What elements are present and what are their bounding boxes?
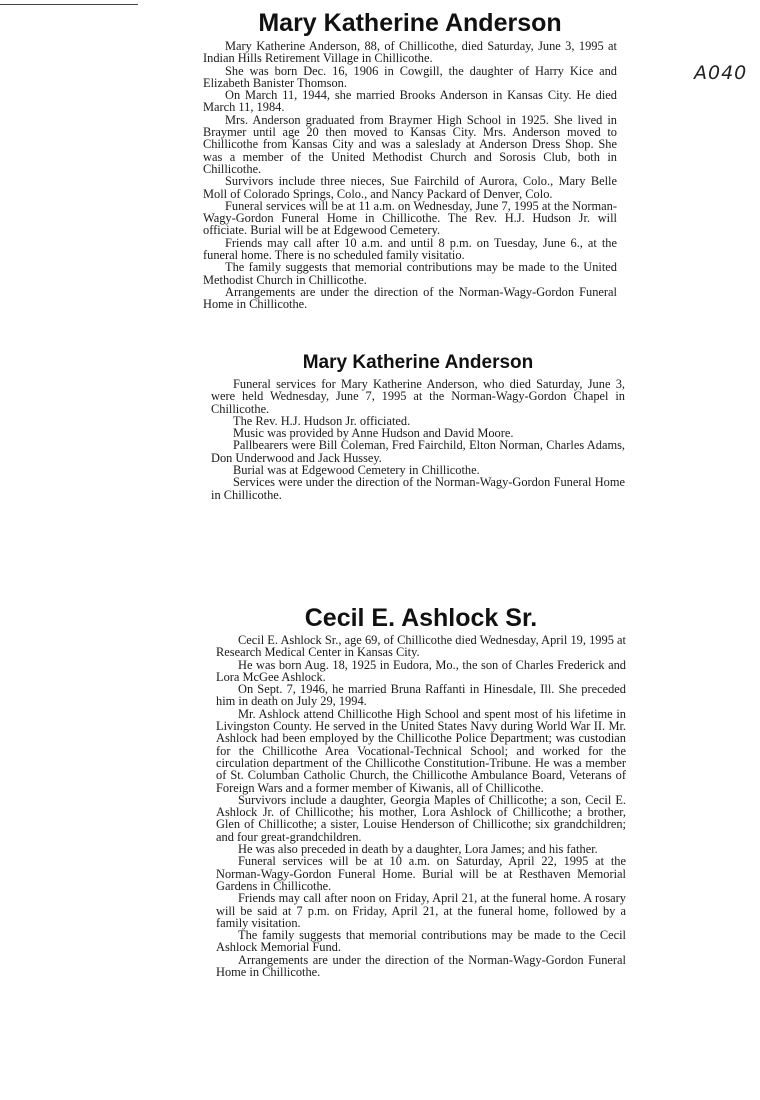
paragraph: He was also preceded in death by a daughter, Lora James; and his father. <box>238 842 598 857</box>
obituary-body <box>203 40 617 311</box>
paragraph: On March 11, 1944, she married Brooks Anderson in Kansas City. He died March 11, 1984. <box>203 88 617 115</box>
paragraph: Friends may call after 10 a.m. and until 8 p.m. on Tuesday, June 6., at the funeral home. There is no scheduled family visitatio. <box>203 235 617 263</box>
paragraph: Cecil E. Ashlock Sr., age 69, of Chillicothe died Wednesday, April 19, 1995 at Research Medical Center in Kansas City. <box>216 633 626 660</box>
top-rule <box>0 4 138 5</box>
obituary-mary-anderson-services <box>211 351 625 501</box>
paragraph: He was born Aug. 18, 1925 in Eudora, Mo., the son of Charles Frederick and Lora McGee Ashlock. <box>216 657 626 684</box>
paragraph: She was born Dec. 16, 1906 in Cowgill, the daughter of Harry Kice and Elizabeth Banister Thomson. <box>203 63 617 90</box>
paragraph: Mrs. Anderson graduated from Braymer High School in 1925. She lived in Braymer until age 20 then moved to Kansas City. Mrs. Anderson moved to Chillicothe from Kansas City and was a saleslady at Anderson Dress Shop. She was a member of the United Methodist Church and Sorosis Club, both in Chillicothe. <box>203 112 617 176</box>
paragraph: Survivors include a daughter, Georgia Maples of Chillicothe; a son, Cecil E. Ashlock Jr. of Chillicothe; his mother, Lora Ashlock of Chillicothe; a brother, Glen of Chillicothe; a sister, Louise Henderson of Chillicothe; six grandchildren; and four great-grandchildren. <box>216 792 626 844</box>
obituary-mary-anderson <box>203 9 617 311</box>
paragraph: On Sept. 7, 1946, he married Bruna Raffanti in Hinesdale, Ill. She preceded him in death on July 29, 1994. <box>216 682 626 709</box>
paragraph: Pallbearers were Bill Coleman, Fred Fairchild, Elton Norman, Charles Adams, Don Underwood and Jack Hussey. <box>211 438 625 465</box>
paragraph: Survivors include three nieces, Sue Fairchild of Aurora, Colo., Mary Belle Moll of Colorado Springs, Colo., and Nancy Packard of Denver, Colo. <box>203 174 617 201</box>
paragraph: Friends may call after noon on Friday, April 21, at the funeral home. A rosary will be said at 7 p.m. on Friday, April 21, at the funeral home, followed by a family visitation. <box>216 891 626 930</box>
handwritten-annotation: A040 <box>694 62 748 84</box>
obituary-body <box>216 634 626 978</box>
paragraph: Burial was at Edgewood Cemetery in Chillicothe. <box>233 463 480 478</box>
paragraph: Funeral services will be at 11 a.m. on Wednesday, June 7, 1995 at the Norman-Wagy-Gordon Funeral Home in Chillicothe. The Rev. H.J. Hudson Jr. will officiate. Burial will be at Edgewood Cemetery. <box>203 198 617 238</box>
obituary-body <box>211 378 625 501</box>
paragraph: The family suggests that memorial contributions may be made to the Cecil Ashlock Memorial Fund. <box>216 928 626 955</box>
paragraph: Arrangements are under the direction of the Norman-Wagy-Gordon Funeral Home in Chillicothe. <box>216 952 626 980</box>
paragraph: Mary Katherine Anderson, 88, of Chillicothe, died Saturday, June 3, 1995 at Indian Hills Retirement Village in Chillicothe. <box>203 39 617 66</box>
paragraph: Mr. Ashlock attend Chillicothe High School and spent most of his lifetime in Livingston County. He served in the United States Navy during World War II. Mr. Ashlock had been employed by the Chillicothe Police Department; was custodian for the Chillicothe Area Vocational-Technical School; and worked for the circulation department of the Chillicothe Constitution-Tribune. He was a member of St. Columban Catholic Church, the Chillicothe Ambulance Board, Veterans of Foreign Wars and a former member of Kiwanis, all of Chillicothe. <box>216 706 626 795</box>
obituary-headline: Cecil E. Ashlock Sr. <box>304 604 538 632</box>
paragraph: Services were under the direction of the Norman-Wagy-Gordon Funeral Home in Chillicothe. <box>211 475 625 502</box>
paragraph: Arrangements are under the direction of the Norman-Wagy-Gordon Funeral Home in Chillicothe. <box>203 284 617 312</box>
obituary-cecil-ashlock <box>216 603 626 978</box>
paragraph: Funeral services will be at 10 a.m. on Saturday, April 22, 1995 at the Norman-Wagy-Gordon Funeral Home. Burial will be at Resthaven Memorial Gardens in Chillicothe. <box>216 854 626 893</box>
paragraph: The family suggests that memorial contributions may be made to the United Methodist Church in Chillicothe. <box>203 260 617 287</box>
obituary-headline: Mary Katherine Anderson <box>258 9 562 37</box>
paragraph: The Rev. H.J. Hudson Jr. officiated. <box>233 413 411 428</box>
paragraph: Funeral services for Mary Katherine Anderson, who died Saturday, June 3, were held Wednesday, June 7, 1995 at the Norman-Wagy-Gordon Chapel in Chillicothe. <box>211 377 625 416</box>
obituary-headline: Mary Katherine Anderson <box>302 352 534 373</box>
paragraph: Music was provided by Anne Hudson and David Moore. <box>233 426 514 441</box>
